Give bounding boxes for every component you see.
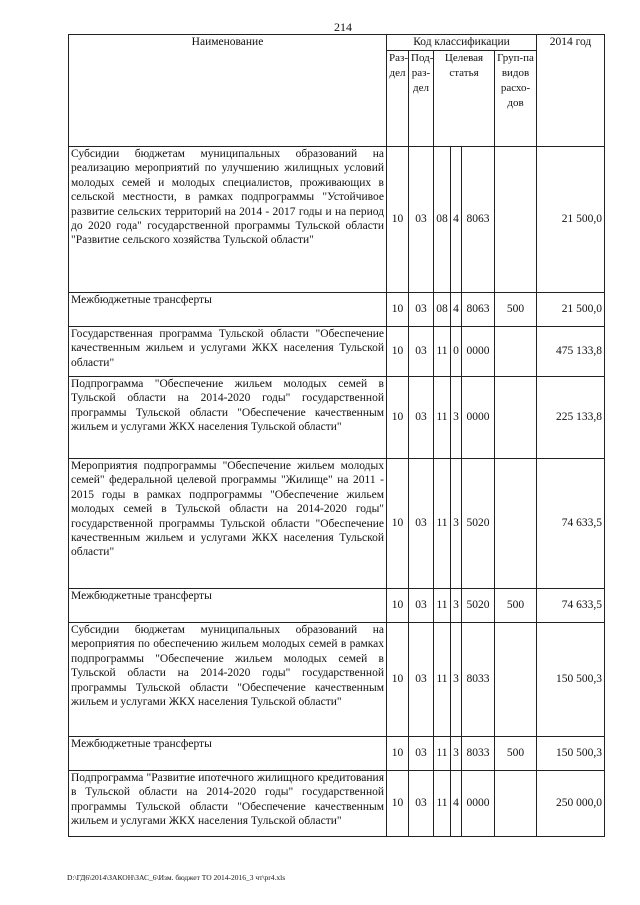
- table-row: [69, 589, 605, 623]
- row-target-direction: 5020: [462, 589, 495, 623]
- header-section: Раз-дел: [387, 51, 409, 147]
- row-target-subprogram: 3: [451, 737, 462, 771]
- row-subsection: 03: [409, 771, 434, 837]
- row-target-direction: 0000: [462, 327, 495, 377]
- row-subsection: 03: [409, 589, 434, 623]
- row-name: Межбюджетные трансферты: [69, 737, 387, 771]
- row-subsection: 03: [409, 737, 434, 771]
- header-subsection: Под-раз-дел: [409, 51, 434, 147]
- table-body: [69, 147, 605, 837]
- row-target-subprogram: 3: [451, 589, 462, 623]
- row-section: 10: [387, 293, 409, 327]
- row-name: Подпрограмма "Обеспечение жильем молодых семей в Тульской области на 2014-2020 годы" государственной программы Тульской области "Обеспечение качественным жильем и услугами ЖКХ населения Тульской области": [69, 377, 387, 459]
- row-name: Межбюджетные трансферты: [69, 293, 387, 327]
- footer-file-path: D:\ГД6\2014\ЗАКОН\ЗАС_6\Изм. бюджет ТО 2014-2016_3 чт\pr4.xls: [67, 873, 286, 882]
- row-amount: 74 633,5: [537, 589, 605, 623]
- row-target-direction: 0000: [462, 771, 495, 837]
- row-section: 10: [387, 589, 409, 623]
- row-section: 10: [387, 147, 409, 293]
- row-section: 10: [387, 737, 409, 771]
- row-expense-group: [495, 377, 537, 459]
- row-target-program: 11: [434, 327, 451, 377]
- row-subsection: 03: [409, 293, 434, 327]
- row-expense-group: 500: [495, 589, 537, 623]
- table-row: [69, 293, 605, 327]
- row-target-program: 11: [434, 737, 451, 771]
- row-subsection: 03: [409, 377, 434, 459]
- row-name: Субсидии бюджетам муниципальных образований на мероприятия по обеспечению жильем молодых семей в рамках подпрограммы "Обеспечение жильем молодых семей в Тульской области на 2014-2020 годы" государственной программы Тульской области "Обеспечение качественным жильем и услугами ЖКХ населения Тульской области": [69, 623, 387, 737]
- row-expense-group: 500: [495, 737, 537, 771]
- row-target-subprogram: 3: [451, 377, 462, 459]
- row-target-direction: 8033: [462, 737, 495, 771]
- row-target-subprogram: 4: [451, 293, 462, 327]
- row-target-direction: 8063: [462, 147, 495, 293]
- row-subsection: 03: [409, 327, 434, 377]
- row-section: 10: [387, 327, 409, 377]
- budget-table: [68, 34, 605, 837]
- row-target-subprogram: 3: [451, 459, 462, 589]
- row-amount: 74 633,5: [537, 459, 605, 589]
- table-row: [69, 327, 605, 377]
- row-expense-group: [495, 623, 537, 737]
- row-section: 10: [387, 771, 409, 837]
- header-expense-group: Груп-па видов расхо-дов: [495, 51, 537, 147]
- row-expense-group: [495, 327, 537, 377]
- row-name: Государственная программа Тульской области "Обеспечение качественным жильем и услугами ЖКХ населения Тульской области": [69, 327, 387, 377]
- row-expense-group: [495, 771, 537, 837]
- row-section: 10: [387, 459, 409, 589]
- row-target-program: 11: [434, 459, 451, 589]
- row-target-direction: 5020: [462, 459, 495, 589]
- table-row: [69, 623, 605, 737]
- row-target-subprogram: 0: [451, 327, 462, 377]
- row-name: Подпрограмма "Развитие ипотечного жилищного кредитования в Тульской области на 2014-2020 годы" государственной программы Тульской области "Обеспечение качественным жильем и услугами ЖКХ населения Тульской области": [69, 771, 387, 837]
- row-subsection: 03: [409, 147, 434, 293]
- header-year: 2014 год: [537, 35, 605, 147]
- row-expense-group: 500: [495, 293, 537, 327]
- row-target-direction: 8063: [462, 293, 495, 327]
- table-row: [69, 147, 605, 293]
- table-row: [69, 377, 605, 459]
- page-number: 214: [334, 20, 352, 34]
- row-target-program: 11: [434, 771, 451, 837]
- table-row: [69, 459, 605, 589]
- row-subsection: 03: [409, 623, 434, 737]
- row-amount: 225 133,8: [537, 377, 605, 459]
- row-target-program: 08: [434, 293, 451, 327]
- row-target-subprogram: 4: [451, 147, 462, 293]
- row-amount: 475 133,8: [537, 327, 605, 377]
- table-row: [69, 737, 605, 771]
- row-amount: 150 500,3: [537, 737, 605, 771]
- row-name: Мероприятия подпрограммы "Обеспечение жильем молодых семей" федеральной целевой программы "Жилище" на 2011 - 2015 годы в рамках подпрограммы "Обеспечение жильем молодых семей в Тульской области на 2014-2020 годы" государственной программы Тульской области "Обеспечение качественным жильем и услугами ЖКХ населения Тульской области": [69, 459, 387, 589]
- row-target-subprogram: 3: [451, 623, 462, 737]
- row-amount: 21 500,0: [537, 293, 605, 327]
- row-target-program: 11: [434, 377, 451, 459]
- row-name: Субсидии бюджетам муниципальных образований на реализацию мероприятий по улучшению жилищных условий молодых семей и молодых специалистов, проживающих в сельской местности, в рамках подпрограммы "Устойчивое развитие сельских территорий на 2014 - 2017 годы и на период до 2020 года" государственной программы Тульской области "Развитие сельского хозяйства Тульской области": [69, 147, 387, 293]
- row-expense-group: [495, 459, 537, 589]
- table-row: [69, 771, 605, 837]
- header-classification: Код классификации: [387, 35, 537, 51]
- row-amount: 250 000,0: [537, 771, 605, 837]
- row-target-direction: 0000: [462, 377, 495, 459]
- row-target-program: 11: [434, 589, 451, 623]
- row-expense-group: [495, 147, 537, 293]
- row-subsection: 03: [409, 459, 434, 589]
- row-target-program: 08: [434, 147, 451, 293]
- row-section: 10: [387, 377, 409, 459]
- header-target-article: Целевая статья: [434, 51, 495, 147]
- row-amount: 150 500,3: [537, 623, 605, 737]
- header-name: Наименование: [69, 35, 387, 147]
- row-section: 10: [387, 623, 409, 737]
- row-target-program: 11: [434, 623, 451, 737]
- row-amount: 21 500,0: [537, 147, 605, 293]
- row-name: Межбюджетные трансферты: [69, 589, 387, 623]
- row-target-subprogram: 4: [451, 771, 462, 837]
- row-target-direction: 8033: [462, 623, 495, 737]
